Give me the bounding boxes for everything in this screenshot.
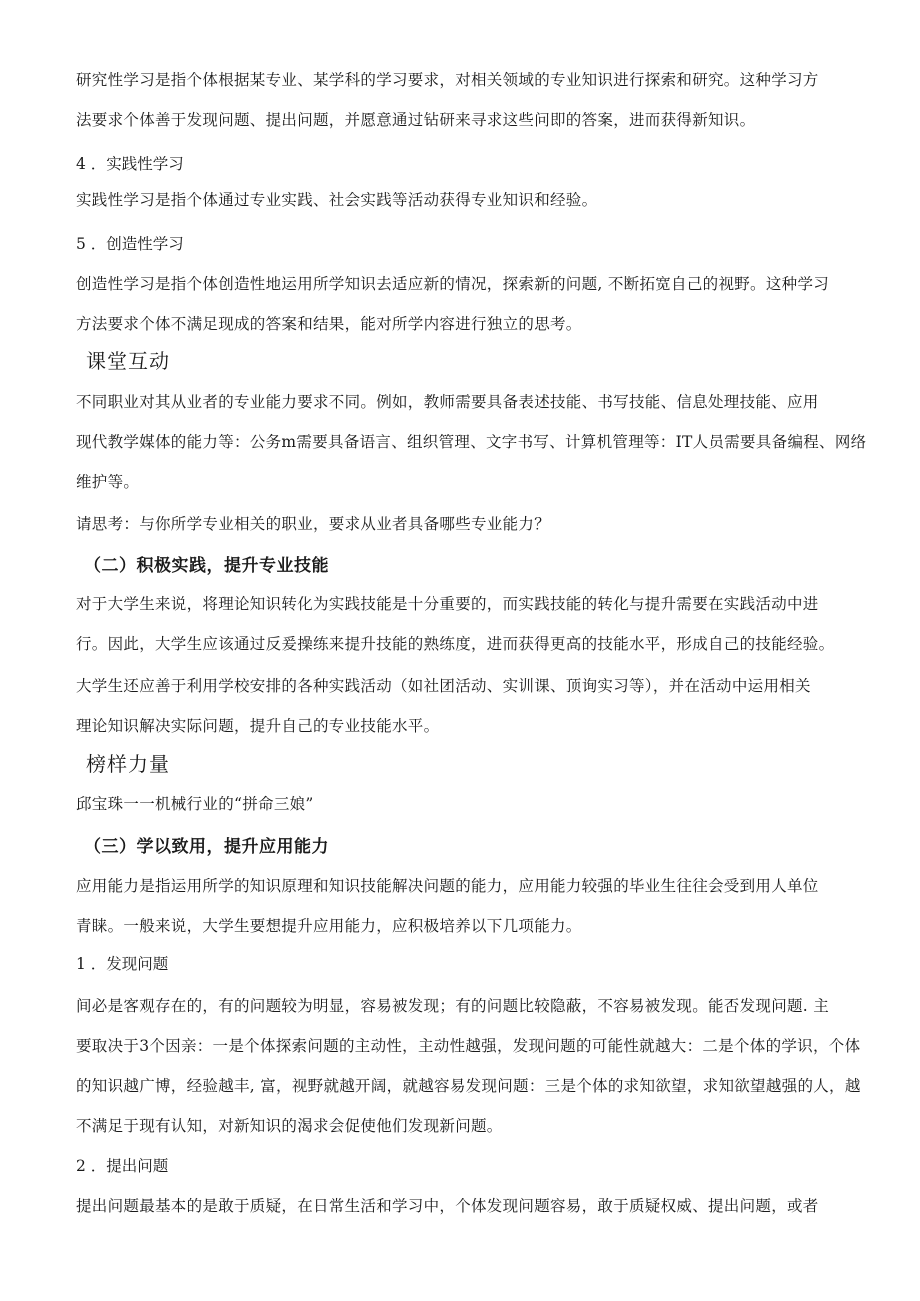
text-line: 邱宝珠一一机械行业的“拼命三娘”: [76, 795, 314, 813]
subheading-apply-learning: （三）学以致用，提升应用能力: [84, 837, 329, 857]
paragraph-skill-conversion: [76, 584, 886, 664]
text-line: 青睐。一般来说，大学生要想提升应用能力，应积极培养以下几项能力。: [76, 917, 582, 935]
text-line: 不满足于现有认知，对新知识的渴求会促使他们发现新问题。: [76, 1117, 503, 1135]
text-line: 创造性学习是指个体创造性地运用所学知识去适应新的情况，探索新的问题, 不断拓宽自己的视野。这种学习: [76, 275, 830, 293]
paragraph-role-model: [76, 784, 886, 824]
text-line: 行。因此，大学生应该通过反爰操练来提升技能的熟练度，进而获得更高的技能水平，形成自己的技能经验。: [76, 635, 835, 653]
text-line: 现代教学媒体的能力等：公务m需要具备语言、组织管理、文字书写、计算机管理等：IT人员需要具备编程、网络: [76, 433, 867, 451]
text-line: 要取决于3个因亲：一是个体探索问题的主动性，主动性越强，发现问题的可能性就越大：二是个体的学识，个体: [76, 1037, 861, 1055]
paragraph-application-ability: [76, 866, 886, 946]
list-item-discover-problems: 1 ．发现问题: [76, 955, 169, 973]
paragraph-research-learning: [76, 60, 886, 140]
list-item-creative-learning: 5 ．创造性学习: [76, 235, 184, 253]
subheading-active-practice: （二）积极实践，提升专业技能: [84, 556, 329, 576]
paragraph-practice-activities: [76, 666, 886, 746]
text-line: 应用能力是指运用所学的知识原理和知识技能解决问题的能力，应用能力较强的毕业生往往会受到用人单位: [76, 877, 819, 895]
text-line: 方法要求个体不满足现成的答案和结果，能对所学内容进行独立的思考。: [76, 315, 582, 333]
text-line: 请思考：与你所学专业相关的职业，要求从业者具备哪些专业能力？: [76, 515, 551, 533]
list-item-raise-problems: 2 ．提出问题: [76, 1157, 169, 1175]
text-line: 对于大学生来说，将理论知识转化为实践技能是十分重要的，而实践技能的转化与提升需要在实践活动中进: [76, 595, 819, 613]
heading-classroom-interaction: 课堂互动: [86, 349, 170, 373]
text-line: 的知识越广博，经验越丰, 富，视野就越开阔，就越容易发现问题：三是个体的求知欲望，求知欲望越强的人，越: [76, 1077, 861, 1095]
text-line: 大学生还应善于利用学校安排的各种实践活动（如社团活动、实训课、顶询实习等），并在活动中运用相关: [76, 677, 811, 695]
paragraph-classroom-interaction: [76, 382, 886, 502]
text-line: 维护等。: [76, 473, 140, 491]
text-line: 法要求个体善于发现问题、提出问题，并愿意通过钻研来寻求这些问即的答案，进而获得新知识。: [76, 111, 756, 129]
text-line: 不同职业对其从业者的专业能力要求不同。例如，教师需要具备表述技能、书写技能、信息处理技能、应用: [76, 393, 819, 411]
list-item-practice-learning: 4 ．实践性学习: [76, 155, 184, 173]
paragraph-practice-learning: [76, 180, 886, 220]
heading-role-model: 榜样力量: [86, 752, 170, 776]
paragraph-raise-problems: [76, 1186, 886, 1226]
text-line: 提出问题最基本的是敢于质疑，在日常生活和学习中，个体发现问题容易，敢于质疑权威、提出问题，或者: [76, 1197, 819, 1215]
paragraph-creative-learning: [76, 264, 886, 344]
paragraph-think-question: [76, 504, 886, 544]
paragraph-discover-problems: [76, 986, 886, 1146]
text-line: 实践性学习是指个体通过专业实践、社会实践等活动获得专业知识和经验。: [76, 191, 598, 209]
text-line: 研究性学习是指个体根据某专业、某学科的学习要求，对相关领域的专业知识进行探索和研究。这种学习方: [76, 71, 819, 89]
text-line: 间必是客观存在的，有的问题较为明显，容易被发现；有的问题比较隐蔽，不容易被发现。能否发现问题. 主: [76, 997, 830, 1015]
text-line: 理论知识解决实际问题，提升自己的专业技能水平。: [76, 717, 440, 735]
